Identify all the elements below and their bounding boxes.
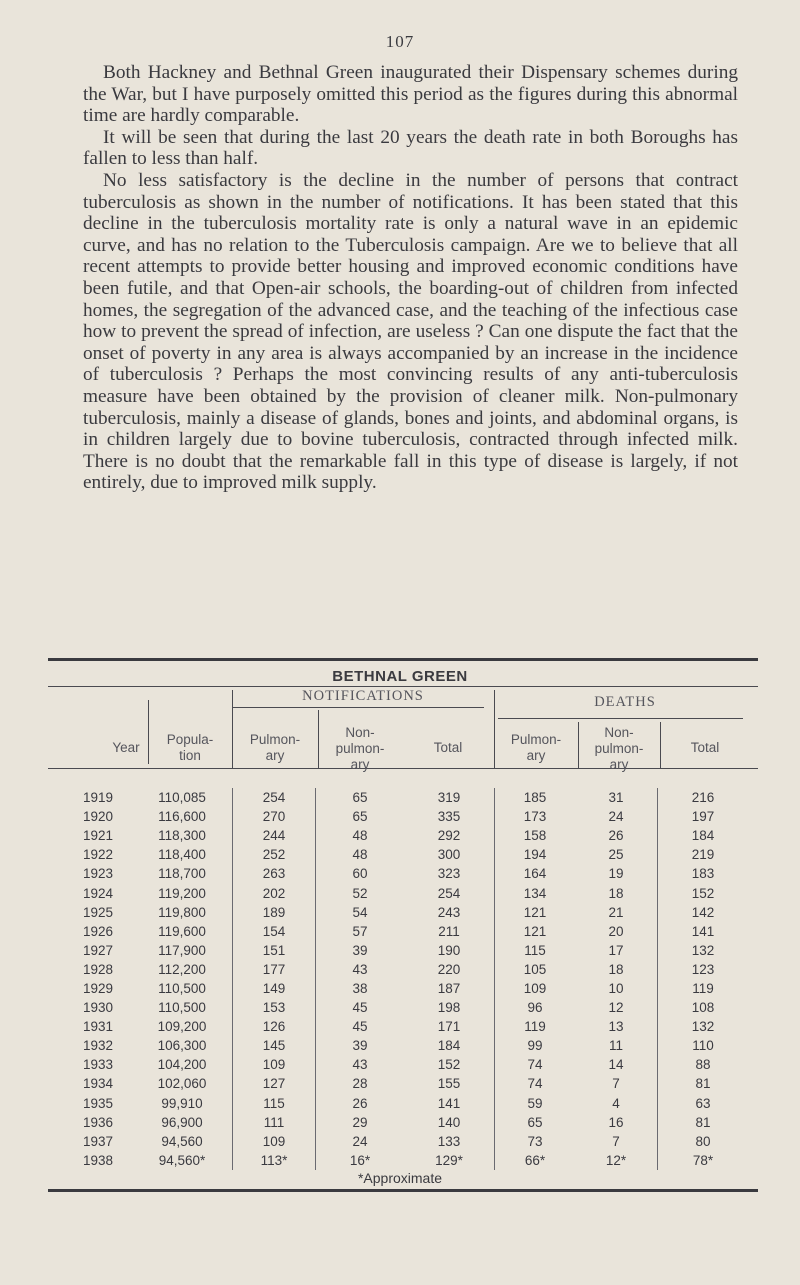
notif-pulmonary-cell: 154 [233,922,316,941]
population-cell: 94,560* [132,1151,233,1170]
deaths-non-pulmonary-cell: 26 [575,826,658,845]
table-row [64,883,748,902]
deaths-underline [498,718,743,719]
notif-pulmonary-cell: 151 [233,941,316,960]
notif-non-pulmonary-cell: 54 [352,904,368,920]
notif-total-cell: 133 [404,1132,495,1151]
notif-non-pulmonary-cell: 65 [352,790,368,806]
year-cell: 1936 [82,1114,114,1130]
year-cell: 1922 [82,847,114,863]
notif-non-pulmonary-cell: 28 [352,1076,368,1092]
deaths-pulmonary-cell: 65 [527,1114,543,1130]
deaths-non-pulmonary-cell: 11 [575,1036,658,1055]
notif-pulmonary-cell: 270 [233,807,316,826]
population-cell: 117,900 [132,941,233,960]
notif-non-pulmonary-cell: 48 [352,828,368,844]
notif-total-cell: 141 [404,1094,495,1113]
table-title: BETHNAL GREEN [332,668,468,685]
population-cell: 110,500 [132,979,233,998]
year-cell: 1927 [82,942,114,958]
notif-total-cell: 171 [404,1017,495,1036]
notif-pulmonary-cell: 111 [233,1113,316,1132]
notif-pulmonary-cell: 127 [233,1074,316,1093]
population-cell: 119,800 [132,903,233,922]
notif-total-cell: 335 [404,807,495,826]
year-cell: 1920 [82,809,114,825]
deaths-total-cell: 216 [691,790,715,806]
notif-total-cell: 184 [404,1036,495,1055]
table-row [64,788,748,807]
population-cell: 119,200 [132,883,233,902]
population-cell: 118,300 [132,826,233,845]
deaths-total-header: Total [690,740,720,755]
deaths-non-pulmonary-cell: 19 [575,864,658,883]
notif-pulmonary-cell: 202 [233,883,316,902]
deaths-pulmonary-cell: 109 [523,980,547,996]
population-cell: 116,600 [132,807,233,826]
notif-total-cell: 254 [404,883,495,902]
deaths-pulmonary-cell: 73 [527,1133,543,1149]
top-rule [48,658,758,661]
table-row [64,922,748,941]
deaths-pulmonary-cell: 164 [523,866,547,882]
table-row [64,960,748,979]
table-row [64,1036,748,1055]
deaths-non-pulmonary-cell: 4 [575,1094,658,1113]
deaths-non-pulmonary-cell: 12 [575,998,658,1017]
notif-total-cell: 198 [404,998,495,1017]
deaths-total-cell: 110 [692,1038,714,1054]
deaths-total-cell: 78* [692,1152,714,1168]
year-cell: 1934 [82,1076,114,1092]
deaths-total-cell: 141 [691,923,715,939]
pulmonary-header: Pulmon- ary [249,732,301,763]
notif-non-pulmonary-cell: 45 [352,1000,368,1016]
deaths-non-pulmonary-cell: 7 [575,1132,658,1151]
deaths-non-pulmonary-cell: 14 [575,1055,658,1074]
notif-total-cell: 220 [404,960,495,979]
footnote: *Approximate [357,1170,443,1186]
bottom-rule [48,1189,758,1192]
table-row [64,998,748,1017]
population-cell: 109,200 [132,1017,233,1036]
deaths-non-pulmonary-cell: 13 [575,1017,658,1036]
year-cell: 1932 [82,1038,114,1054]
population-cell: 112,200 [132,960,233,979]
deaths-pulmonary-cell: 194 [523,847,547,863]
deaths-pulmonary-cell: 66* [524,1152,546,1168]
notif-non-pulmonary-cell: 65 [352,809,368,825]
year-header: Year [112,740,140,755]
deaths-pulmonary-cell: 119 [524,1019,546,1035]
notifications-header: NOTIFICATIONS [302,688,424,704]
notif-non-pulmonary-cell: 16* [349,1152,371,1168]
deaths-non-pulmonary-cell: 12* [575,1151,658,1170]
deaths-total-cell: 183 [691,866,715,882]
notif-total-cell: 152 [404,1055,495,1074]
paragraph: Both Hackney and Bethnal Green inaugurated their Dispensary schemes during the War, but I have purposely omitted this period as the figures during this abnormal time are hardly comparable. [83,62,738,127]
deaths-pulmonary-cell: 121 [523,923,547,939]
notif-non-pulmonary-cell: 38 [352,980,368,996]
deaths-total-cell: 81 [695,1114,711,1130]
notif-total-cell: 140 [404,1113,495,1132]
notif-non-pulmonary-cell: 43 [352,961,368,977]
deaths-pulmonary-cell: 158 [523,828,547,844]
notif-pulmonary-cell: 153 [233,998,316,1017]
deaths-non-pulmonary-header: Non- pulmon- ary [594,725,644,772]
notif-total-cell: 187 [404,979,495,998]
notif-non-pulmonary-cell: 26 [352,1095,368,1111]
notif-non-pulmonary-cell: 48 [352,847,368,863]
paragraph: No less satisfactory is the decline in the number of persons that contract tuberculosis as shown in the number of notifications. It has been stated that this decline in the tuberculosis mortality rate is only a natural wave in an epidemic curve, and has no relation to the Tuberculosis campaign. Are we to believe that all recent attempts to provide better housing and improved economic conditions have been futile, and that Open-air schools, the boarding-out of children from infected homes, the segregation of the advanced case, and the teaching of the infectious case how to prevent the spread of infection, are useless ? Can one dispute the fact that the onset of poverty in any area is always accompanied by an increase in the incidence of tuberculosis ? Perhaps the most convincing results of any anti-tuberculosis measure have been obtained by the provision of cleaner milk. Non-pulmonary tuberculosis, mainly a disease of glands, bones and joints, and abdominal organs, is in children largely due to bovine tuberculosis, contracted through infected milk. There is no doubt that the remarkable fall in this type of disease is largely, if not entirely, due to improved milk supply. [83,169,738,494]
notif-total-cell: 155 [404,1074,495,1093]
year-cell: 1924 [82,885,114,901]
deaths-non-pulmonary-cell: 31 [575,788,658,807]
deaths-total-cell: 108 [691,1000,715,1016]
deaths-pulmonary-header: Pulmon- ary [510,732,562,763]
notif-non-pulmonary-cell: 43 [352,1057,368,1073]
population-cell: 106,300 [132,1036,233,1055]
bethnal-green-table [64,788,748,1170]
deaths-pulmonary-cell: 185 [523,790,547,806]
year-cell: 1923 [82,866,114,882]
notif-non-pulmonary-cell: 60 [352,866,368,882]
deaths-pulmonary-cell: 105 [523,961,547,977]
deaths-total-cell: 88 [695,1057,711,1073]
year-cell: 1931 [82,1019,114,1035]
notif-pulmonary-cell: 109 [233,1132,316,1151]
deaths-pulmonary-cell: 96 [527,1000,543,1016]
body-text [83,62,738,494]
table-row [64,1113,748,1132]
year-cell: 1925 [82,904,114,920]
deaths-total-cell: 132 [691,1019,715,1035]
notif-non-pulmonary-cell: 29 [352,1114,368,1130]
deaths-total-cell: 123 [691,961,715,977]
deaths-pulmonary-cell: 121 [523,904,547,920]
deaths-total-cell: 63 [695,1095,711,1111]
notif-pulmonary-cell: 109 [233,1055,316,1074]
population-cell: 94,560 [132,1132,233,1151]
notif-total-cell: 300 [404,845,495,864]
deaths-total-cell: 80 [695,1133,711,1149]
table-row [64,1017,748,1036]
table-row [64,1094,748,1113]
notif-pulmonary-cell: 126 [233,1017,316,1036]
table-row [64,807,748,826]
deaths-total-cell: 142 [691,904,715,920]
table-row [64,845,748,864]
notif-total-cell: 319 [404,788,495,807]
notif-non-pulmonary-cell: 57 [352,923,368,939]
deaths-total-cell: 152 [691,885,715,901]
notif-total-cell: 129* [404,1151,495,1170]
notif-pulmonary-cell: 149 [233,979,316,998]
notif-pulmonary-cell: 115 [233,1094,316,1113]
notif-pulmonary-cell: 252 [233,845,316,864]
year-cell: 1937 [82,1133,114,1149]
deaths-non-pulmonary-cell: 24 [575,807,658,826]
deaths-total-cell: 184 [691,828,715,844]
year-cell: 1933 [82,1057,114,1073]
year-cell: 1928 [82,961,114,977]
total-header: Total [433,740,463,755]
deaths-non-pulmonary-cell: 21 [575,903,658,922]
page-number: 107 [385,32,415,51]
notif-pulmonary-cell: 113* [233,1151,316,1170]
population-cell: 99,910 [132,1094,233,1113]
deaths-pulmonary-cell: 74 [527,1057,543,1073]
paragraph: It will be seen that during the last 20 years the death rate in both Boroughs has fallen to less than half. [83,126,738,170]
table-row [64,864,748,883]
year-cell: 1938 [82,1152,114,1168]
deaths-non-pulmonary-cell: 16 [575,1113,658,1132]
population-cell: 110,085 [132,788,233,807]
population-cell: 118,700 [132,864,233,883]
deaths-non-pulmonary-cell: 18 [575,883,658,902]
deaths-pulmonary-cell: 134 [523,885,547,901]
population-header: Popula- tion [166,732,214,763]
notif-total-cell: 211 [404,922,495,941]
header-top-line [48,686,758,687]
deaths-total-cell: 219 [691,847,715,863]
deaths-pulmonary-cell: 59 [527,1095,543,1111]
notif-pulmonary-cell: 177 [233,960,316,979]
notif-total-cell: 190 [404,941,495,960]
table-row [64,903,748,922]
year-cell: 1926 [82,923,114,939]
notif-total-cell: 292 [404,826,495,845]
non-pulmonary-header: Non- pulmon- ary [335,725,385,772]
table-row [64,1151,748,1170]
notif-total-cell: 323 [404,864,495,883]
notif-non-pulmonary-cell: 39 [352,942,368,958]
deaths-non-pulmonary-cell: 17 [575,941,658,960]
year-cell: 1929 [82,980,114,996]
deaths-non-pulmonary-cell: 10 [575,979,658,998]
table-row [64,1055,748,1074]
year-cell: 1919 [82,790,114,806]
deaths-total-cell: 119 [692,980,714,996]
notif-non-pulmonary-cell: 39 [352,1038,368,1054]
deaths-non-pulmonary-cell: 25 [575,845,658,864]
table-row [64,941,748,960]
notif-non-pulmonary-cell: 52 [352,885,368,901]
deaths-pulmonary-cell: 173 [523,809,547,825]
notif-pulmonary-cell: 189 [233,903,316,922]
year-cell: 1935 [82,1095,114,1111]
deaths-total-cell: 132 [691,942,715,958]
notif-total-cell: 243 [404,903,495,922]
table-row [64,979,748,998]
notifications-underline [232,707,484,708]
table-row [64,1132,748,1151]
notif-pulmonary-cell: 263 [233,864,316,883]
year-cell: 1921 [82,828,114,844]
table-row [64,1074,748,1093]
population-cell: 104,200 [132,1055,233,1074]
population-cell: 119,600 [132,922,233,941]
year-cell: 1930 [82,1000,114,1016]
notif-non-pulmonary-cell: 45 [352,1019,368,1035]
population-cell: 102,060 [132,1074,233,1093]
deaths-non-pulmonary-cell: 7 [575,1074,658,1093]
deaths-non-pulmonary-cell: 20 [575,922,658,941]
deaths-pulmonary-cell: 74 [527,1076,543,1092]
population-cell: 96,900 [132,1113,233,1132]
notif-pulmonary-cell: 254 [233,788,316,807]
deaths-pulmonary-cell: 115 [524,942,546,958]
table-row [64,826,748,845]
deaths-header: DEATHS [594,694,656,710]
notif-pulmonary-cell: 145 [233,1036,316,1055]
notif-pulmonary-cell: 244 [233,826,316,845]
deaths-non-pulmonary-cell: 18 [575,960,658,979]
deaths-total-cell: 197 [691,809,715,825]
deaths-pulmonary-cell: 99 [527,1038,543,1054]
deaths-total-cell: 81 [695,1076,711,1092]
notif-non-pulmonary-cell: 24 [352,1133,368,1149]
population-cell: 118,400 [132,845,233,864]
population-cell: 110,500 [132,998,233,1017]
